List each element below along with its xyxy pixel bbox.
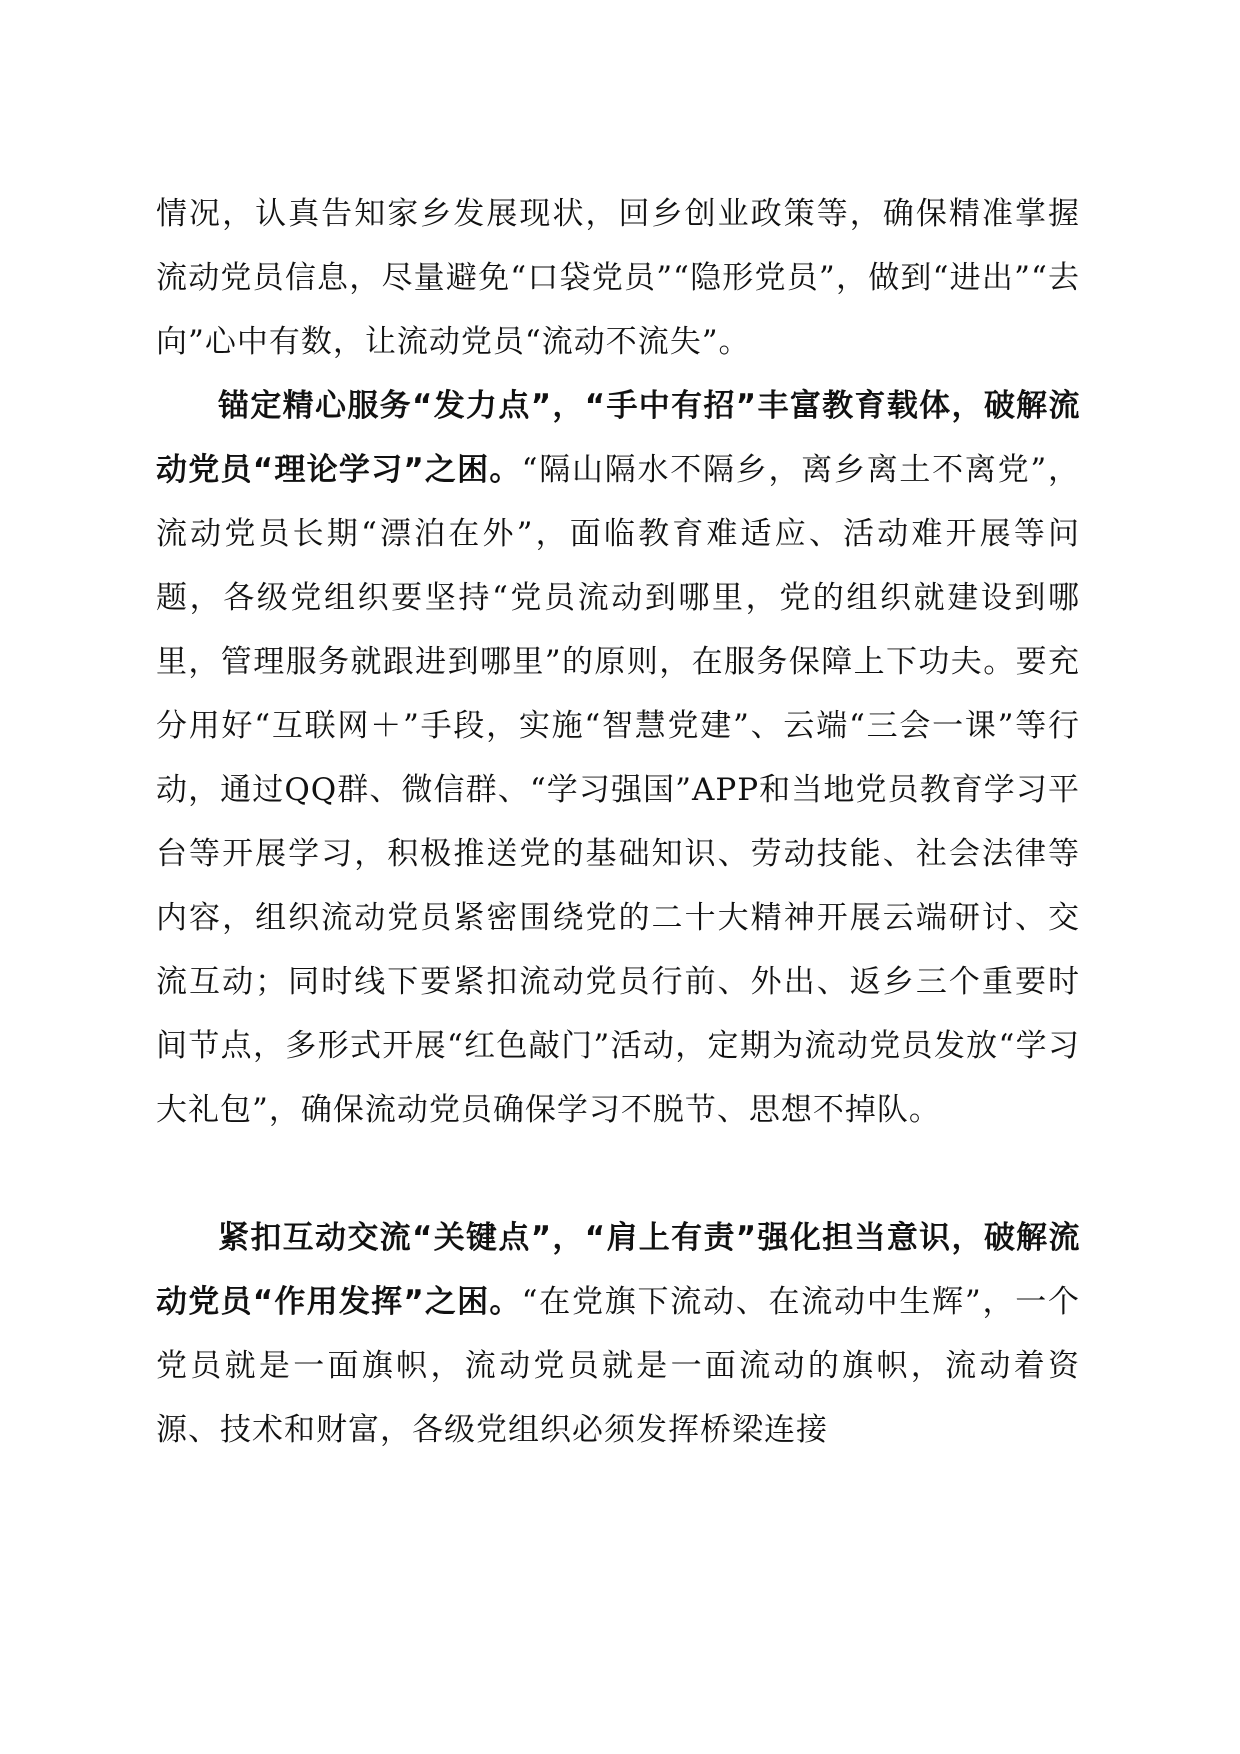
document-body [156,182,1080,1462]
paragraph-interaction [156,1206,1080,1462]
paragraph-text: 情况，认真告知家乡发展现状，回乡创业政策等，确保精准掌握流动党员信息，尽量避免“口袋党员”“隐形党员”，做到“进出”“去向”心中有数，让流动党员“流动不流失”。 [156,196,1080,360]
paragraph-service [156,374,1080,1142]
paragraph-text: “在党旗下流动、在流动中生辉”，一个党员就是一面旗帜，流动党员就是一面流动的旗帜，流动着资源、技术和财富，各级党组织必须发挥桥梁连接 [156,1284,1080,1448]
paragraph-continued [156,182,1080,374]
paragraph-lead-heading: 紧扣互动交流“关键点”，“肩上有责”强化担当意识，破解流动党员“作用发挥”之困。 [156,1220,1080,1320]
paragraph-lead-heading: 锚定精心服务“发力点”，“手中有招”丰富教育载体，破解流动党员“理论学习”之困。 [156,388,1080,488]
paragraph-text: “隔山隔水不隔乡，离乡离土不离党”，流动党员长期“漂泊在外”，面临教育难适应、活动难开展等问题，各级党组织要坚持“党员流动到哪里，党的组织就建设到哪里，管理服务就跟进到哪里”的原则，在服务保障上下功夫。要充分用好“互联网＋”手段，实施“智慧党建”、云端“三会一课”等行动，通过QQ群、微信群、“学习强国”APP和当地党员教育学习平台等开展学习，积极推送党的基础知识、劳动技能、社会法律等内容，组织流动党员紧密围绕党的二十大精神开展云端研讨、交流互动；同时线下要紧扣流动党员行前、外出、返乡三个重要时间节点，多形式开展“红色敲门”活动，定期为流动党员发放“学习大礼包”，确保流动党员确保学习不脱节、思想不掉队。 [156,452,1080,1128]
